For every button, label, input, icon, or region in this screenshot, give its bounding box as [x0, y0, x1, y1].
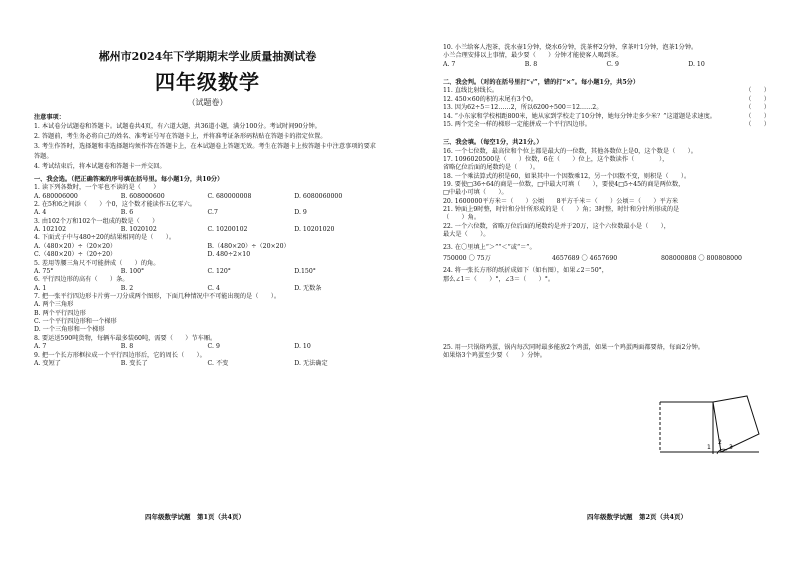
- section-fill: 三、我会填。（每空1分，共21分。）: [443, 139, 543, 147]
- page-2: [397, 0, 794, 561]
- question-10-line1: 10. 小兰给客人泡茶，洗水壶1分钟，烧水6分钟，洗茶杯2分钟，拿茶叶1分钟，泡茶1分钟。: [443, 44, 698, 51]
- exam-title: 郴州市2024年下学期期末学业质量抽测试卷: [98, 50, 317, 63]
- notes-heading: 注意事项：: [34, 114, 65, 121]
- note-4: 4. 考试结束后，将本试题卷和答题卡一并交回。: [34, 163, 166, 171]
- question-9: 9. 把一个长方形框拉成一个平行四边形后，它的周长（ ）。: [34, 351, 206, 359]
- section-choice: 一、我会选。（把正确答案的序号填在括号里。每小题1分，共10分）: [34, 175, 224, 183]
- q2-options: A. 4 B. 6 C.7 D. 9: [34, 209, 307, 217]
- folded-paper-figure: [655, 392, 765, 472]
- question-10-line2: 小兰合理安排以上事情，最少要（ ）分钟才能使客人喝到茶。: [443, 52, 623, 60]
- q7-option-d: D. 一个三角形和一个梯形: [34, 326, 105, 334]
- tf-item-11: 11. 直线比射线长。 （ ）: [443, 87, 770, 95]
- q7-option-b: B. 两个平行四边形: [34, 309, 86, 317]
- question-4: 4. 下面式子中与480÷20的结果相同的是（ ）。: [34, 234, 176, 242]
- q9-options: A. 变短了 B. 变长了 C. 不变 D. 无法确定: [34, 359, 328, 367]
- question-8: 8. 要运送590吨货物，每辆车最多装60吨，需要（ ）节车厢。: [34, 334, 217, 342]
- q4-options-ab: A.（480×20）÷（20×20） B.（480×20）÷（20×20）: [34, 242, 290, 250]
- question-3: 3. 由102个万和102个一组成的数是（ ）: [34, 217, 159, 225]
- question-22-line1: 22. 一个六位数，省略万位后面的尾数约是并于20万，这个六位数最小是（ ），: [443, 222, 670, 230]
- note-2: 2. 答题前，考生务必将自己的姓名、准考证号写在答题卡上，并将准考证条形码粘贴在答题卡的指定位置。: [34, 133, 327, 141]
- question-17-line2: 省略亿位后面的尾数约是（ ）。: [443, 164, 539, 172]
- tf-item-15: 15. 两个完全一样的梯形一定能拼成一个平行四边形。 （ ）: [443, 120, 770, 128]
- question-21-line2: （ ）角。: [443, 214, 481, 222]
- question-21-line1: 21. 钟面上9时整，时针和分针所形成的是（ ）角；3时整，时针和分针所形成的是: [443, 206, 680, 214]
- question-23: 23. 在〇里填上“＞”“＜”或“＝”。: [443, 243, 536, 251]
- paper-tag: （试题卷）: [187, 98, 228, 107]
- q3-options: A. 102102 B. 1020102 C. 10200102 D. 10201020: [34, 226, 335, 234]
- question-19-line1: 19. 要使□36÷64的商是一位数，□中最大可填（ ），要使4□5÷45的商是两位数，: [443, 181, 685, 189]
- tf-item-12: 12. 450×60的积的末尾有3个0。 （ ）: [443, 95, 770, 103]
- question-7: 7. 把一张平行四边形卡片剪一刀分成两个图形，下面几种情况中不可能出现的是（ ）。: [34, 293, 281, 300]
- question-24-line2: 那么∠1＝（ ）°，∠3＝（ ）°。: [443, 275, 555, 283]
- section-judge: 二、我会判。（对的在括号里打“√”，错的打“×”。每小题1分，共5分）: [443, 79, 640, 87]
- q6-options: A. 1 B. 2 C. 4 D. 无数条: [34, 284, 322, 292]
- question-5: 5. 差用等腰三角尺不可能拼成（ ）的角。: [34, 259, 160, 267]
- q8-options: A. 7 B. 8 C. 9 D. 10: [34, 343, 311, 351]
- question-22-line2: 最大是（ ）。: [443, 231, 490, 239]
- angle-3-label: 3: [729, 444, 733, 451]
- q23-items: 750000 〇 75万 4657689 〇 4657690 808000808 〇 800808000: [443, 254, 742, 262]
- question-2: 2. 在5和6之间添（ ）个0，这个数才能读作五亿零六。: [34, 201, 196, 209]
- note-1: 1. 本试卷分试题卷和答题卡。试题卷共4页，有六道大题，共36道小题，满分100分。考试时间90分钟。: [34, 123, 321, 131]
- subject-title: 四年级数学: [155, 70, 260, 94]
- q7-option-c: C. 一个平行四边形和一个梯形: [34, 318, 117, 326]
- angle-1-label: 1: [707, 444, 711, 451]
- tf-item-13: 13. 因为62÷5＝12……2，所以6200÷500＝12……2。 （ ）: [443, 104, 770, 112]
- question-19-line2: □中最小可填（ ）。: [443, 189, 508, 197]
- question-25-line2: 如果烙3个鸡蛋至少要（ ）分钟。: [443, 352, 546, 360]
- tf-item-14: 14. “小东家和学校相距800米，她从家到学校走了10分钟，她每分钟走多少米？”这道题是求速度。 （ ）: [443, 112, 770, 120]
- page-footer-2: 四年级数学试题 第2页（共4页）: [587, 513, 688, 521]
- q10-options: A. 7 B. 8 C. 9 D. 10: [443, 60, 705, 68]
- q5-options: A. 75° B. 100° C. 120° D.150°: [34, 267, 316, 275]
- q1-options: A. 680006000 B. 608000600 C. 680000008 D. 6080060000: [34, 192, 343, 200]
- q4-options-cd: C.（480×20）÷（20÷20） D. 480÷2×10: [34, 251, 251, 259]
- question-25-line1: 25. 用一只锅烙鸡蛋，锅内每次同时最多能放2个鸡蛋，如果一个鸡蛋两面都要烙，每面2分钟。: [443, 343, 704, 351]
- question-18: 18. 一个乘法算式的积是60，如果其中一个因数乘12，另一个因数不变，则积是（ ）。: [443, 172, 691, 180]
- question-1: 1. 读下列各数时，一个零也不读的是（ ）: [34, 184, 160, 192]
- note-3: 3. 考生作答时，选择题和非选择题均须作答在答题卡上，在本试题卷上答题无效。考生在答题卡上按答题卡中注意事项的要求答题。: [34, 143, 376, 161]
- question-16: 16. 一个七位数，最高位和个位上都是最大的一位数，其他各数位上是0，这个数是（ ）。: [443, 147, 697, 155]
- question-17-line1: 17. 1096020500是（ ）位数，6在（ ）位上，这个数读作（ ），: [443, 155, 669, 163]
- question-24-line1: 24. 将一张长方形的纸折成如下（如右图），如果∠2＝50°，: [443, 267, 608, 275]
- page-footer-1: 四年级数学试题 第1页（共4页）: [145, 513, 246, 521]
- angle-2-label: 2: [718, 439, 722, 446]
- question-6: 6. 平行四边形的高有（ ）条。: [34, 276, 129, 284]
- question-20: 20. 1600000平方米＝（ ）公顷 8平方千米＝（ ）公顷＝（ ）平方米: [443, 197, 679, 205]
- q7-option-a: A. 两个三角形: [34, 301, 74, 309]
